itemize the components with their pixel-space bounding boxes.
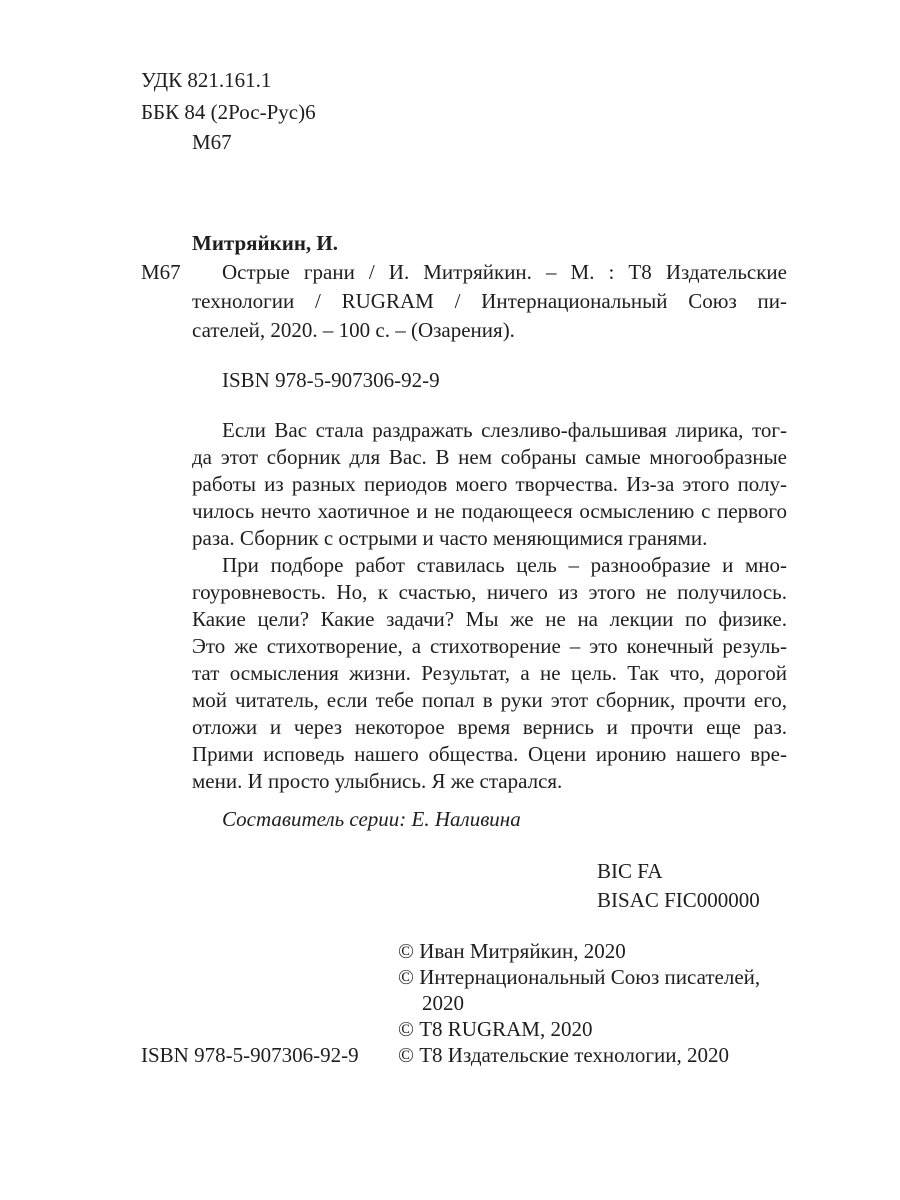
annotation-line: гоуровневость. Но, к счастью, ничего из этого не получилось. xyxy=(192,580,787,604)
annotation-line: раза. Сборник с острыми и часто меняющимися гранями. xyxy=(192,526,708,550)
copyright-line: 2020 xyxy=(422,991,464,1015)
author-mark: М67 xyxy=(192,130,232,154)
annotation-line: При подборе работ ставилась цель – разнообразие и мно- xyxy=(222,553,787,577)
annotation-line: тат осмысления жизни. Результат, а не цель. Так что, дорогой xyxy=(192,661,787,685)
bibliography-mark: М67 xyxy=(141,260,181,284)
copyright-line: © Т8 RUGRAM, 2020 xyxy=(398,1017,593,1041)
annotation-line: да этот сборник для Вас. В нем собраны самые многообразные xyxy=(192,445,787,469)
annotation-line: мой читатель, если тебе попал в руки этот сборник, прочти его, xyxy=(192,688,787,712)
annotation-line: Какие цели? Какие задачи? Мы же не на лекции по физике. xyxy=(192,607,787,631)
bibliography-line: технологии / RUGRAM / Интернациональный Союз пи- xyxy=(192,289,787,313)
annotation-line: мени. И просто улыбнись. Я же старался. xyxy=(192,769,563,793)
copyright-line: © Интернациональный Союз писателей, xyxy=(398,965,761,989)
annotation-line: работы из разных периодов моего творчества. Из-за этого полу- xyxy=(192,472,787,496)
annotation-line: чилось нечто хаотичное и не подающееся осмыслению с первого xyxy=(192,499,787,523)
annotation-line: Если Вас стала раздражать слезливо-фальшивая лирика, тог- xyxy=(222,418,787,442)
series-editor: Составитель серии: Е. Наливина xyxy=(222,807,521,831)
bibliography-line: Острые грани / И. Митряйкин. – М. : Т8 Издательские xyxy=(222,260,787,284)
bbk-code: ББК 84 (2Рос-Рус)6 xyxy=(141,100,316,124)
copyright-line: © Иван Митряйкин, 2020 xyxy=(398,939,626,963)
bibliography-line: сателей, 2020. – 100 с. – (Озарения). xyxy=(192,318,515,342)
footer-isbn: ISBN 978-5-907306-92-9 xyxy=(141,1043,359,1067)
isbn-record: ISBN 978-5-907306-92-9 xyxy=(222,368,440,392)
author-heading: Митряйкин, И. xyxy=(192,231,339,255)
bic-code: BIC FA xyxy=(597,859,663,883)
annotation-line: Это же стихотворение, а стихотворение – это конечный резуль- xyxy=(192,634,787,658)
annotation-line: Прими исповедь нашего общества. Оцени иронию нашего вре- xyxy=(192,742,787,766)
annotation-line: отложи и через некоторое время вернись и прочти еще раз. xyxy=(192,715,787,739)
copyright-line: © Т8 Издательские технологии, 2020 xyxy=(398,1043,729,1067)
bisac-code: BISAC FIC000000 xyxy=(597,888,760,912)
udk-code: УДК 821.161.1 xyxy=(141,68,272,92)
